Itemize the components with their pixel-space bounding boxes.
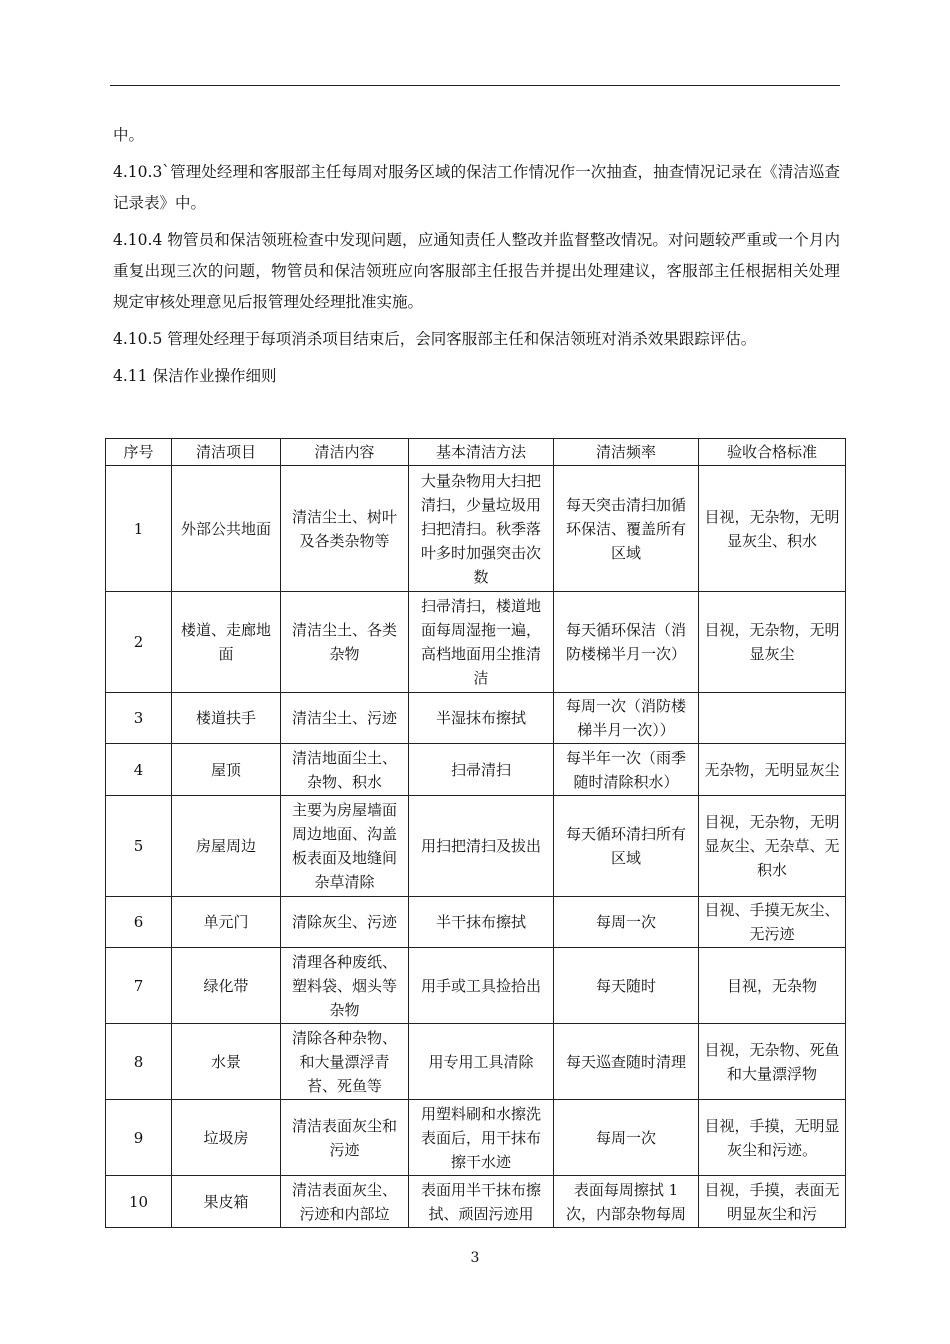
table-row: [106, 1024, 846, 1100]
cell-item: 果皮箱: [172, 1176, 281, 1228]
cell-item: 屋顶: [172, 744, 281, 796]
cell-no: 2: [106, 592, 172, 693]
cell-content: 清除灰尘、污迹: [281, 897, 409, 948]
cell-method: 用塑料刷和水擦洗表面后，用干抹布擦干水迹: [409, 1100, 554, 1176]
table-row: [106, 693, 846, 744]
cell-item: 垃圾房: [172, 1100, 281, 1176]
cell-method: 用手或工具捡拾出: [409, 948, 554, 1024]
cell-item: 绿化带: [172, 948, 281, 1024]
cell-frequency: 每周一次: [554, 897, 699, 948]
section-heading: 4.11 保洁作业操作细则: [113, 367, 277, 385]
cell-content: 清理各种废纸、塑料袋、烟头等杂物: [281, 948, 409, 1024]
cell-frequency: 表面每周擦拭 1 次，内部杂物每周: [554, 1176, 699, 1228]
header-cell-frequency: 清洁频率: [554, 439, 699, 466]
cell-content: 清洁尘土、各类杂物: [281, 592, 409, 693]
cell-method: 扫帚清扫: [409, 744, 554, 796]
cell-no: 10: [106, 1176, 172, 1228]
cell-frequency: 每天随时: [554, 948, 699, 1024]
cell-item: 房屋周边: [172, 796, 281, 897]
cell-frequency: 每半年一次（雨季随时清除积水）: [554, 744, 699, 796]
cell-no: 6: [106, 897, 172, 948]
table-row: [106, 592, 846, 693]
cell-method: 表面用半干抹布擦拭、顽固污迹用: [409, 1176, 554, 1228]
cell-method: 半干抹布擦拭: [409, 897, 554, 948]
paragraph: 4.10.4 物管员和保洁领班检查中发现问题，应通知责任人整改并监督整改情况。对问题较严重或一个月内重复出现三次的问题，物管员和保洁领班应向客服部主任报告并提出处理建议，客服部主任根据相关处理规定审核处理意见后报管理处经理批准实施。: [113, 231, 840, 311]
cell-item: 外部公共地面: [172, 466, 281, 592]
cell-standard: 目视、手摸无灰尘、无污迹: [699, 897, 846, 948]
cell-method: 用专用工具清除: [409, 1024, 554, 1100]
cell-standard: 目视，手摸，无明显灰尘和污迹。: [699, 1100, 846, 1176]
cell-standard: 目视，手摸，表面无明显灰尘和污: [699, 1176, 846, 1228]
cell-method: 大量杂物用大扫把清扫，少量垃圾用扫把清扫。秋季落叶多时加强突击次数: [409, 466, 554, 592]
cell-method: 半湿抹布擦拭: [409, 693, 554, 744]
cell-item: 水景: [172, 1024, 281, 1100]
body-text: [113, 120, 840, 398]
cell-no: 5: [106, 796, 172, 897]
table-row: [106, 1176, 846, 1228]
cell-no: 3: [106, 693, 172, 744]
header-cell-standard: 验收合格标准: [699, 439, 846, 466]
header-rule: [110, 85, 840, 86]
cell-content: 清洁表面灰尘、污迹和内部垃: [281, 1176, 409, 1228]
cell-standard: [699, 693, 846, 744]
cell-no: 8: [106, 1024, 172, 1100]
cell-content: 主要为房屋墙面周边地面、沟盖板表面及地缝间杂草清除: [281, 796, 409, 897]
table-row: [106, 466, 846, 592]
cell-content: 清洁表面灰尘和污迹: [281, 1100, 409, 1176]
paragraph: 中。: [113, 126, 145, 144]
cell-content: 清洁尘土、树叶及各类杂物等: [281, 466, 409, 592]
cell-item: 楼道扶手: [172, 693, 281, 744]
table-row: [106, 744, 846, 796]
header-cell-item: 清洁项目: [172, 439, 281, 466]
header-cell-content: 清洁内容: [281, 439, 409, 466]
header-cell-method: 基本清洁方法: [409, 439, 554, 466]
cell-item: 楼道、走廊地面: [172, 592, 281, 693]
cell-standard: 目视，无杂物、死鱼和大量漂浮物: [699, 1024, 846, 1100]
page-number: 3: [470, 1250, 480, 1266]
cell-no: 7: [106, 948, 172, 1024]
paragraph: 4.10.3`管理处经理和客服部主任每周对服务区域的保洁工作情况作一次抽查，抽查情况记录在《清洁巡查记录表》中。: [113, 163, 840, 212]
cell-content: 清洁地面尘土、杂物、积水: [281, 744, 409, 796]
table-row: [106, 948, 846, 1024]
cell-standard: 目视，无杂物，无明显灰尘、积水: [699, 466, 846, 592]
cell-frequency: 每天循环保洁（消防楼梯半月一次）: [554, 592, 699, 693]
cell-frequency: 每天循环清扫所有区域: [554, 796, 699, 897]
cell-no: 9: [106, 1100, 172, 1176]
cell-frequency: 每周一次: [554, 1100, 699, 1176]
cell-no: 4: [106, 744, 172, 796]
table-row: [106, 1100, 846, 1176]
cell-standard: 目视，无杂物: [699, 948, 846, 1024]
cell-no: 1: [106, 466, 172, 592]
table-header-row: [106, 439, 846, 466]
cell-content: 清洁尘土、污迹: [281, 693, 409, 744]
table-row: [106, 796, 846, 897]
cell-standard: 无杂物，无明显灰尘: [699, 744, 846, 796]
cell-item: 单元门: [172, 897, 281, 948]
paragraph: 4.10.5 管理处经理于每项消杀项目结束后，会同客服部主任和保洁领班对消杀效果跟踪评估。: [113, 330, 757, 348]
cleaning-operations-table: [105, 438, 846, 1228]
cell-content: 清除各种杂物、和大量漂浮青苔、死鱼等: [281, 1024, 409, 1100]
cell-frequency: 每周一次（消防楼梯半月一次））: [554, 693, 699, 744]
cell-standard: 目视，无杂物，无明显灰尘: [699, 592, 846, 693]
table-row: [106, 897, 846, 948]
cell-method: 扫帚清扫，楼道地面每周湿拖一遍，高档地面用尘推清洁: [409, 592, 554, 693]
cell-method: 用扫把清扫及拔出: [409, 796, 554, 897]
cell-frequency: 每天突击清扫加循环保洁、覆盖所有区域: [554, 466, 699, 592]
header-cell-no: 序号: [106, 439, 172, 466]
cell-standard: 目视，无杂物，无明显灰尘、无杂草、无积水: [699, 796, 846, 897]
cell-frequency: 每天巡查随时清理: [554, 1024, 699, 1100]
